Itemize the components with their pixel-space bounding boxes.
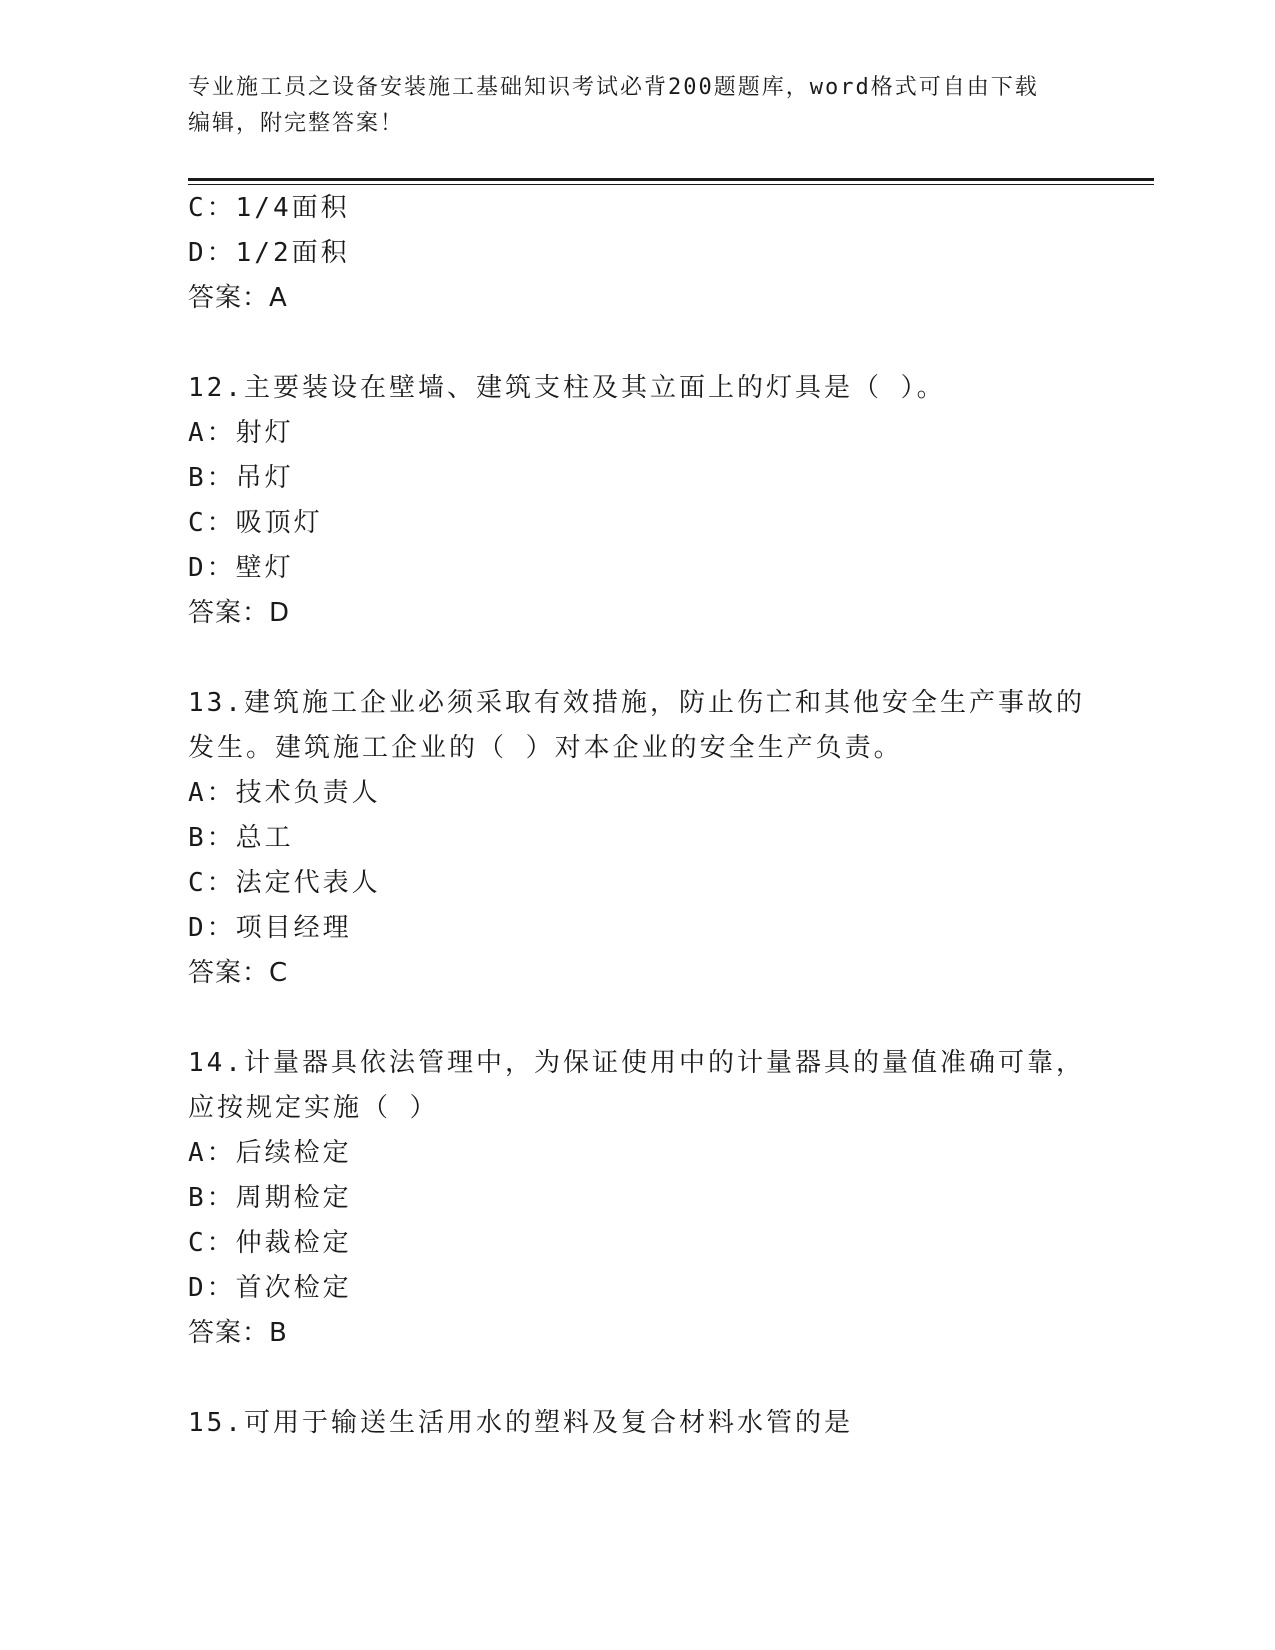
q13-answer: 答案：C bbox=[188, 958, 289, 988]
q12-option-d: D：壁灯 bbox=[188, 553, 294, 583]
q15-stem: 15.可用于输送生活用水的塑料及复合材料水管的是 bbox=[188, 1408, 853, 1438]
q14-stem-line1: 14.计量器具依法管理中，为保证使用中的计量器具的量值准确可靠， bbox=[188, 1048, 1085, 1078]
q12-stem: 12.主要装设在壁墙、建筑支柱及其立面上的灯具是（ ）。 bbox=[188, 373, 946, 403]
q14-option-a: A：后续检定 bbox=[188, 1138, 352, 1168]
q14-option-c: C：仲裁检定 bbox=[188, 1228, 352, 1258]
q13-stem-line1: 13.建筑施工企业必须采取有效措施，防止伤亡和其他安全生产事故的 bbox=[188, 688, 1085, 718]
q13-option-d: D：项目经理 bbox=[188, 913, 352, 943]
q12-option-c: C：吸顶灯 bbox=[188, 508, 323, 538]
header-divider-thin bbox=[188, 184, 1154, 185]
q14-option-d: D：首次检定 bbox=[188, 1273, 352, 1303]
q14-option-b: B：周期检定 bbox=[188, 1183, 352, 1213]
header-title-line1: 专业施工员之设备安装施工基础知识考试必背200题题库，word格式可自由下载 bbox=[188, 75, 1039, 100]
q12-answer: 答案：D bbox=[188, 598, 291, 628]
q13-option-b: B：总工 bbox=[188, 823, 294, 853]
q12-option-a: A：射灯 bbox=[188, 418, 294, 448]
q13-option-c: C：法定代表人 bbox=[188, 868, 381, 898]
q11-answer: 答案：A bbox=[188, 283, 288, 313]
q11-option-d: D：1/2面积 bbox=[188, 238, 350, 268]
q13-stem-line2: 发生。建筑施工企业的（ ）对本企业的安全生产负责。 bbox=[188, 733, 903, 763]
q11-option-c: C：1/4面积 bbox=[188, 193, 350, 223]
q13-option-a: A：技术负责人 bbox=[188, 778, 381, 808]
q14-answer: 答案：B bbox=[188, 1318, 288, 1348]
q14-stem-line2: 应按规定实施（ ） bbox=[188, 1093, 439, 1123]
document-header bbox=[188, 70, 1088, 142]
header-title-line2: 编辑，附完整答案！ bbox=[188, 111, 405, 136]
q12-option-b: B：吊灯 bbox=[188, 463, 294, 493]
header-divider-thick bbox=[188, 178, 1154, 181]
